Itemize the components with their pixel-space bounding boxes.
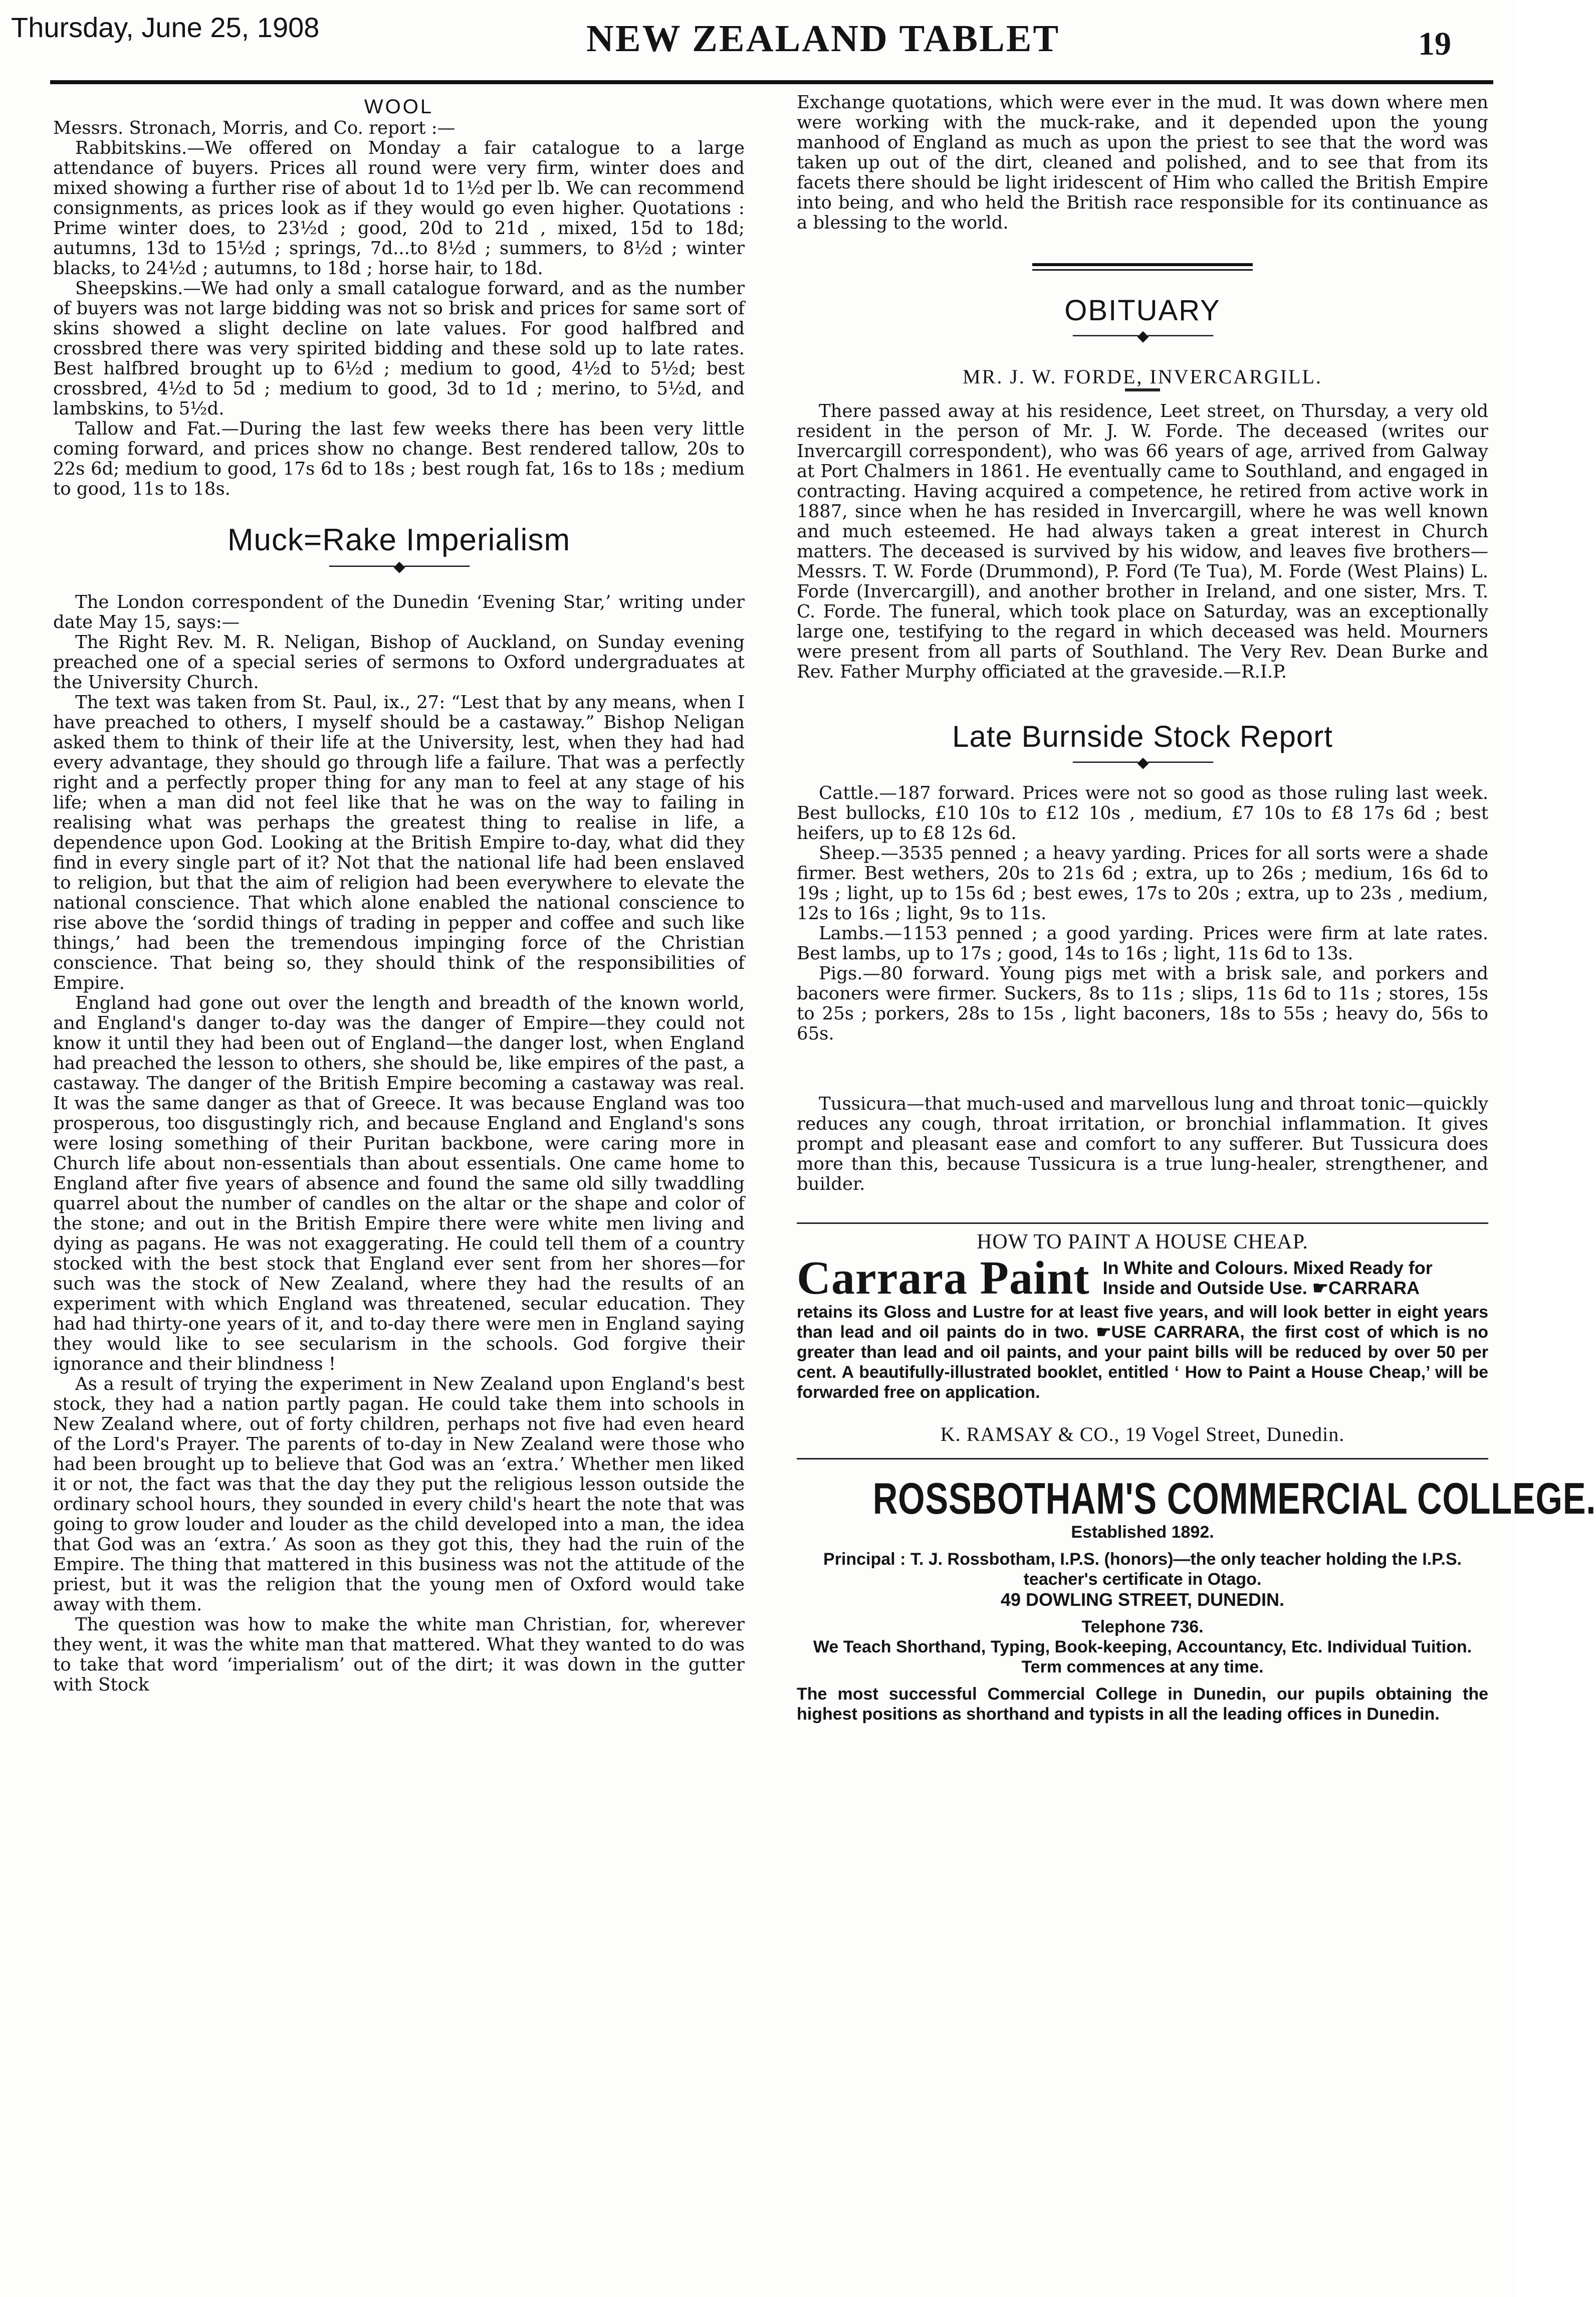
rossbotham-established: Established 1892. (1071, 1523, 1214, 1542)
carrara-heading: HOW TO PAINT A HOUSE CHEAP. (977, 1230, 1308, 1254)
wool-heading: WOOL (364, 96, 434, 118)
burnside-cattle: Cattle.—187 forward. Prices were not so good as those ruling last week. Best bullocks, £10 10s to £12 10s , medium, £7 10s to £8 17s 6d ; best heifers, up to £8 12s 6d. (797, 783, 1488, 844)
carrara-side-line: Inside and Outside Use. ☛CARRARA (1102, 1278, 1420, 1298)
carrara-body: retains its Gloss and Lustre for at least five years, and will look better in eight years than lead and oil paints do in two. ☛USE CARRARA, the first cost of which is no greater than lead and oil paints, and your paint bills will be reduced by over 50 per cent. A beautifully-illustrated booklet, entitled ‘ How to Paint a House Cheap,’ will be forwarded free on application. (797, 1303, 1488, 1402)
obituary-heading: OBITUARY (1064, 294, 1221, 327)
page-number: 19 (1418, 26, 1451, 62)
wool-intro: Messrs. Stronach, Morris, and Co. report :— (53, 118, 455, 138)
carrara-side-text (1103, 1258, 1433, 1298)
rossbotham-address: 49 DOWLING STREET, DUNEDIN. (1000, 1589, 1285, 1610)
masthead-date: Thursday, June 25, 1908 (11, 12, 320, 43)
muckrake-paragraph: The text was taken from St. Paul, ix., 27: “Lest that by any means, when I have preached to others, I myself should be a castaway.” Bishop Neligan asked them to think of their life at the University, lest, when they had had every advantage, they should go through life a failure. That was a perfectly right and a perfectly proper thing for any man to feel at any stage of his life; when a man did not feel like that he was on the way to failing in realising what was perhaps the greatest thing to realise in life, a dependence upon God. Looking at the British Empire to-day, what did they find in every single part of it? Not that the national life had been enslaved to religion, but that the aim of religion had been everywhere to elevate the national conscience. That which alone enabled the national conscience to rise above the ‘sordid things of trading in pepper and coffee and such like things,’ had been the tremendous impinging force of the Christian conscience. That being so, they should think of the responsibilities of Empire. (53, 692, 745, 993)
burnside-heading: Late Burnside Stock Report (952, 720, 1333, 753)
double-rule (1032, 263, 1253, 271)
carrara-side-line: In White and Colours. Mixed Ready for (1102, 1258, 1433, 1278)
muckrake-paragraph: The Right Rev. M. R. Neligan, Bishop of Auckland, on Sunday evening preached one of a special series of sermons to Oxford undergraduates at the University Church. (53, 632, 745, 693)
wool-tallow: Tallow and Fat.—During the last few weeks there has been very little coming forward, and prices show no change. Best rendered tallow, 20s to 22s 6d; medium to good, 17s 6d to 18s ; best rough fat, 16s to 18s ; medium to good, 11s to 18s. (53, 419, 745, 499)
tussicura-notice: Tussicura—that much-used and marvellous lung and throat tonic—quickly reduces any cough, throat irritation, or bronchial inflammation. It gives prompt and pleasant ease and comfort to any sufferer. But Tussicura does more than this, because Tussicura is a true lung-healer, strengthener, and builder. (797, 1094, 1488, 1194)
rossbotham-title: ROSSBOTHAM'S COMMERCIAL COLLEGE. (872, 1474, 1596, 1523)
wool-rabbitskins: Rabbitskins.—We offered on Monday a fair catalogue to a large attendance of buyers. Prices all round were very firm, winter does and mixed showing a further rise of about 1d to 1½d per lb. We can recommend consignments, as prices look as if they would go even higher. Quotations : Prime winter does, to 23½d ; good, 20d to 21d , mixed, 15d to 18d; autumns, 13d to 15½d ; springs, 7d...to 8½d ; summers, to 8½d ; winter blacks, to 24½d ; autumns, to 18d ; horse hair, to 18d. (53, 138, 745, 279)
muckrake-heading: Muck=Rake Imperialism (227, 523, 571, 557)
burnside-lambs: Lambs.—1153 penned ; a good yarding. Prices were firm at late rates. Best lambs, up to 17s ; good, 14s to 16s ; light, 11s 6d to 13s. (797, 923, 1488, 964)
masthead (0, 0, 1515, 65)
carrara-banner (797, 1254, 1488, 1302)
obituary-body: There passed away at his residence, Leet street, on Thursday, a very old resident in the person of Mr. J. W. Forde. The deceased (writes our Invercargill correspondent), who was 66 years of age, arrived from Galway at Port Chalmers in 1861. He eventually came to Southland, and engaged in contracting. Having acquired a competence, he retired from active work in 1887, since when he has resided in Invercargill, where he was well known and much esteemed. He had always taken a great interest in Church matters. The deceased is survived by his widow, and leaves five brothers—Messrs. T. W. Forde (Drummond), P. Ford (Te Tua), M. Forde (West Plains) L. Forde (Invercargill), and another brother in Ireland, and one sister, Mrs. T. C. Forde. The funeral, which took place on Saturday, was an exceptionally large one, testifying to the regard in which deceased was held. Mourners were present from all parts of Southland. The Very Rev. Dean Burke and Rev. Father Murphy officiated at the graveside.—R.I.P. (797, 401, 1488, 682)
muckrake-paragraph: The London correspondent of the Dunedin ‘Evening Star,’ writing under date May 15, says:— (53, 592, 745, 633)
masthead-rule (50, 80, 1493, 84)
rossbotham-success: The most successful Commercial College in Dunedin, our pupils obtaining the highest positions as shorthand and typists in all the leading offices in Dunedin. (797, 1685, 1488, 1724)
masthead-title: NEW ZEALAND TABLET (586, 18, 1060, 60)
carrara-brand: Carrara Paint (797, 1252, 1090, 1304)
rossbotham-principal: Principal : T. J. Rossbotham, I.P.S. (honors)—the only teacher holding the I.P.S. teacher's certificate in Otago. (823, 1550, 1462, 1589)
wool-sheepskins: Sheepskins.—We had only a small catalogue forward, and as the number of buyers was not large bidding was not so brisk and prices for same sort of skins showed a slight decline on late values. For good halfbred and crossbred there was very spirited bidding and these sold up to late rates. Best halfbred brought up to 6½d ; medium to good, 4½d to 5½d; best crossbred, 4½d to 5d ; medium to good, 3d to 1d ; merino, to 5½d, and lambskins, to 5½d. (53, 278, 745, 419)
left-column (53, 88, 745, 1695)
rossbotham-teach: We Teach Shorthand, Typing, Book-keeping, Accountancy, Etc. Individual Tuition. Term commences at any time. (813, 1637, 1472, 1677)
section-ornament: ────────◆──────── (329, 558, 469, 575)
muckrake-paragraph: The question was how to make the white man Christian, for, wherever they went, it was the white man that mattered. What they wanted to do was to take that word ‘imperialism’ out of the dirt; it was down in the gutter with Stock (53, 1614, 745, 1695)
burnside-sheep: Sheep.—3535 penned ; a heavy yarding. Prices for all sorts were a shade firmer. Best wethers, 20s to 21s 6d ; extra, up to 26s ; medium, 16s 6d to 19s ; light, up to 15s 6d ; best ewes, 17s to 20s ; extra, up to 23s , medium, 12s to 16s ; light, 9s to 11s. (797, 843, 1488, 924)
section-ornament: ────────◆──────── (1072, 754, 1213, 771)
section-ornament: ────────◆──────── (1072, 327, 1213, 345)
rossbotham-telephone: Telephone 736. (1081, 1617, 1204, 1636)
carrara-footer: K. RAMSAY & CO., 19 Vogel Street, Dunedin. (940, 1423, 1345, 1445)
muckrake-paragraph: As a result of trying the experiment in New Zealand upon England's best stock, they had a nation partly pagan. He could take them into schools in New Zealand where, out of forty children, perhaps not five had even heard of the Lord's Prayer. The parents of to-day in New Zealand were those who had been brought up to believe that God was an ‘extra.’ Whether men liked it or not, the fact was that the day they put the religious lesson outside the ordinary school hours, they sounded in every child's heart the note that was going to grow louder and louder as the child developed into a man, the idea that God was an ‘extra.’ As soon as they got this, they had the ruin of the Empire. The thing that mattered in this business was not the attitude of the priest, but it was the religion that the young men of Oxford would take away with them. (53, 1374, 745, 1615)
burnside-pigs: Pigs.—80 forward. Young pigs met with a brisk sale, and porkers and baconers were firmer. Suckers, 8s to 11s ; slips, 11s 6d to 11s ; stores, 15s to 25s ; porkers, 28s to 15s , light baconers, 18s to 55s ; heavy do, 56s to 65s. (797, 963, 1488, 1044)
muckrake-paragraph: England had gone out over the length and breadth of the known world, and England's danger to-day was the danger of Empire—they could not know it until they had been out of England—the danger lost, when England had preached the lesson to others, she should be, like empires of the past, a castaway. The danger of the British Empire becoming a castaway was real. It was the same danger as that of Greece. It was because England was too prosperous, too disgustingly rich, and because England and England's sons were losing something of their Puritan backbone, were caring more in Church life about non-essentials than about essentials. One came home to England after five years of absence and found the same old silly twaddling quarrel about the number of candles on the altar or the shape and color of the stone; and out in the British Empire there were white men living and dying as pagans. He was not exaggerating. He could tell them of a country stocked with the best stock that England ever sent from her shores—for such was the stock of New Zealand, where they had the results of an experiment with which England was threatened, secular education. They had had thirty-one years of it, and to-day there were men in England saying they would like to see secularism in the schools. God forgive their ignorance and their blindness ! (53, 993, 745, 1374)
muckrake-continued: Exchange quotations, which were ever in the mud. It was down where men were working with the muck-rake, and it depended upon the young manhood of England as much as upon the priest to see that the word was taken up out of the dirt, cleaned and polished, and to see that from its facets there should be light iridescent of Him who called the British Empire into being, and who held the British race responsible for its continuance as a blessing to the world. (797, 92, 1488, 233)
obituary-subheading: MR. J. W. FORDE, INVERCARGILL. (963, 365, 1322, 388)
right-column (797, 88, 1596, 1724)
